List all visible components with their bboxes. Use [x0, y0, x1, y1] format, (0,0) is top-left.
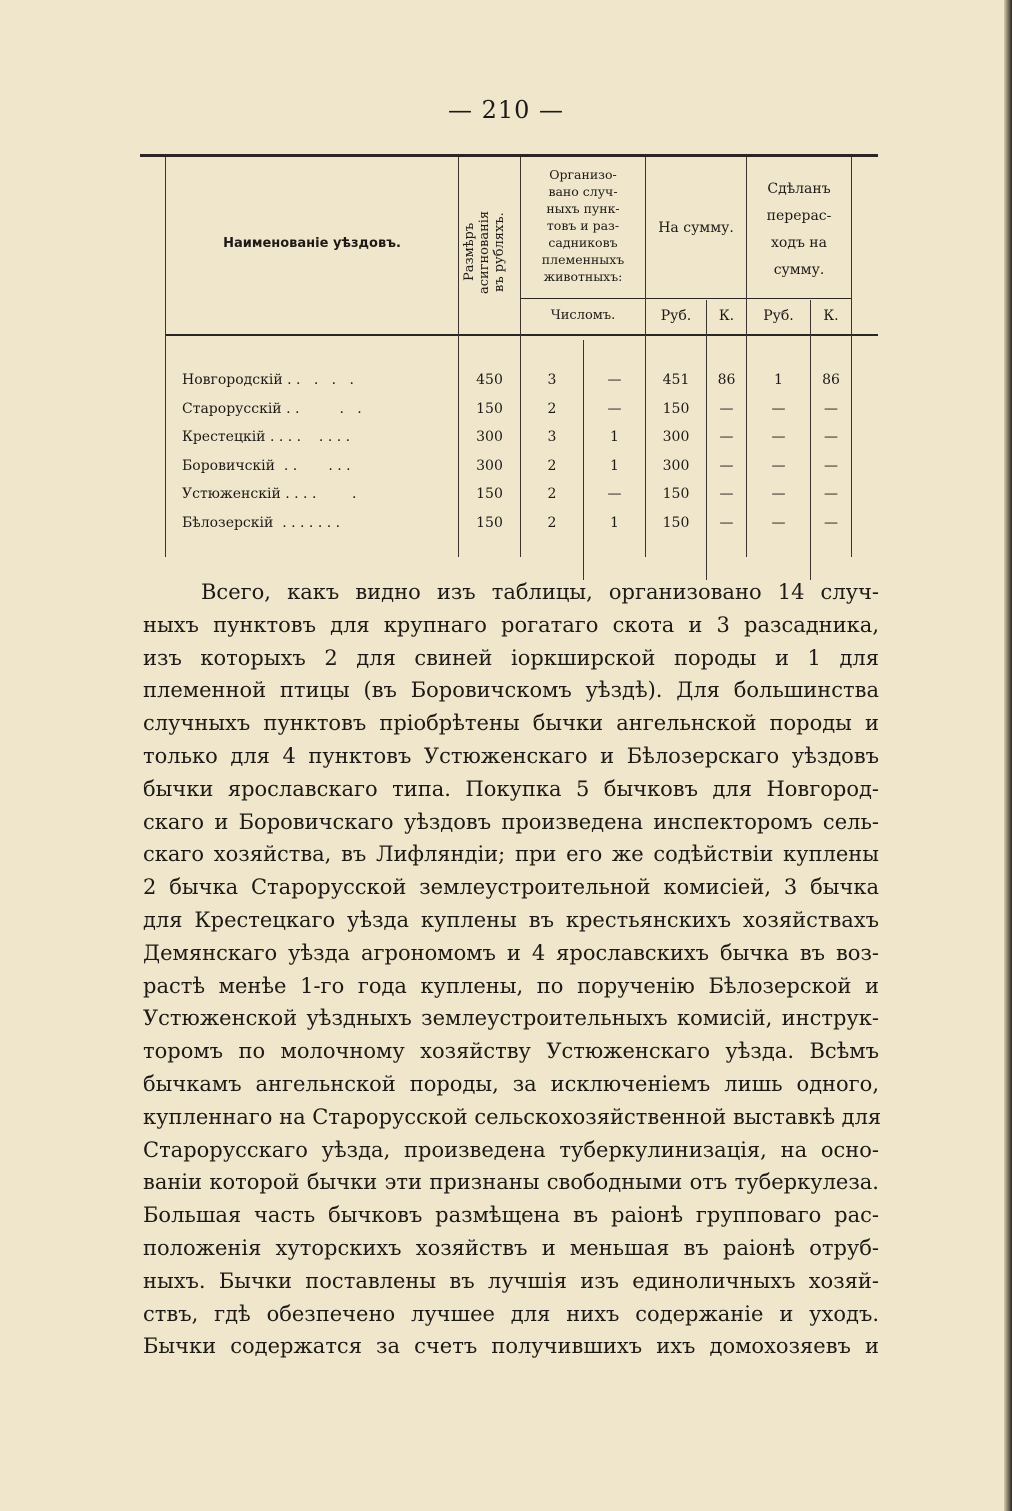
- row-cell-points: 2: [547, 457, 557, 474]
- row-cell-kop: —: [719, 429, 734, 445]
- row-cell-allocation: 150: [476, 514, 503, 531]
- paragraph-line: Старорусскаго уѣзда, произведена туберкулинизація, на осно-: [143, 1137, 879, 1162]
- row-cell-points: 3: [547, 429, 557, 445]
- row-cell-rub: 150: [662, 400, 690, 417]
- row-cell-over-kop: —: [824, 429, 838, 445]
- row-name: Боровичскій . . . . .: [182, 457, 351, 474]
- row-cell-allocation: 150: [476, 486, 503, 502]
- paragraph-line: Устюженской уѣздныхъ землеустроительныхъ комисій, инструк-: [143, 1006, 879, 1031]
- row-cell-rub: 451: [662, 372, 690, 388]
- row-cell-kop: 86: [717, 372, 736, 388]
- row-cell-nurseries: —: [607, 486, 622, 502]
- row-cell-nurseries: 1: [610, 429, 619, 445]
- sub-rule-over: [746, 298, 851, 299]
- header-organized: Организо- вано случ- ныхъ пунк- товъ и раз- садниковъ племенныхъ животныхъ:: [541, 167, 625, 284]
- header-over-kop: К.: [823, 308, 839, 324]
- paragraph-line: случныхъ пунктовъ пріобрѣтены бычки ангельнской породы и: [143, 711, 879, 736]
- header-name: Наименованіе уѣздовъ.: [223, 236, 401, 251]
- paragraph-line: Всего, какъ видно изъ таблицы, организовано 14 случ-: [201, 580, 879, 604]
- paragraph-line: племенной птицы (въ Боровичскомъ уѣздѣ). Для большинства: [143, 678, 879, 703]
- row-cell-allocation: 300: [476, 429, 503, 445]
- row-cell-allocation: 150: [476, 400, 503, 417]
- page-edge: [1004, 0, 1012, 1511]
- row-cell-over-kop: —: [824, 457, 838, 474]
- paragraph-line: торомъ по молочному хозяйству Устюженскаго уѣзда. Всѣмъ: [143, 1039, 879, 1064]
- header-over-rub: Руб.: [763, 308, 794, 324]
- row-cell-kop: —: [719, 486, 734, 502]
- table-top-rule: [140, 154, 878, 157]
- row-cell-rub: 150: [662, 486, 690, 502]
- col-rule-left: [165, 157, 166, 557]
- row-cell-rub: 300: [662, 457, 690, 474]
- paragraph-line: положенія хуторскихъ хозяйствъ и меньшая въ раіонѣ отруб-: [143, 1235, 879, 1260]
- paragraph-line: ныхъ. Бычки поставлены въ лучшія изъ единоличныхъ хозяй-: [143, 1268, 879, 1293]
- row-name: Бѣлозерскій . . . . . . .: [182, 514, 341, 531]
- paragraph-line: только для 4 пунктовъ Устюженскаго и Бѣлозерскаго уѣздовъ: [143, 743, 879, 768]
- page-number: — 210 —: [447, 96, 565, 124]
- header-sum-kop: К.: [718, 308, 735, 324]
- header-allocation: Размѣръ асигнованія въ рубляхъ.: [462, 210, 507, 294]
- row-cell-nurseries: —: [607, 400, 622, 417]
- paragraph-line: ныхъ пунктовъ для крупнаго рогатаго скота и 3 разсадника,: [143, 612, 879, 637]
- row-cell-nurseries: —: [607, 372, 622, 388]
- row-cell-allocation: 450: [476, 372, 503, 388]
- header-count: Числомъ.: [550, 308, 616, 323]
- paragraph-line: растѣ менѣе 1-го года куплены, по порученію Бѣлозерской и: [143, 973, 879, 998]
- body-paragraph: [143, 576, 882, 1363]
- sub-rule-organized: [520, 298, 645, 299]
- row-cell-allocation: 300: [476, 457, 503, 474]
- row-cell-points: 2: [547, 400, 557, 417]
- col-rule-5: [851, 157, 852, 557]
- row-cell-rub: 300: [662, 429, 690, 445]
- paragraph-line: изъ которыхъ 2 для свиней іоркширской породы и 1 для: [143, 645, 879, 670]
- row-cell-over-kop: —: [824, 514, 838, 531]
- row-cell-kop: —: [719, 457, 734, 474]
- row-cell-over-rub: —: [771, 457, 786, 474]
- header-sum-rub: Руб.: [660, 308, 692, 324]
- row-name: Новгородскій . . . . .: [182, 372, 354, 388]
- paragraph-line: бычкамъ ангельнской породы, за исключеніемъ лишь одного,: [143, 1071, 879, 1096]
- row-cell-over-kop: —: [824, 400, 838, 417]
- row-cell-over-rub: —: [771, 429, 786, 445]
- header-sum: На сумму.: [658, 220, 734, 236]
- row-cell-points: 3: [547, 372, 557, 388]
- row-cell-over-rub: —: [771, 400, 786, 417]
- row-cell-kop: —: [719, 400, 734, 417]
- row-cell-nurseries: 1: [610, 457, 619, 474]
- row-name: Устюженскій . . . . .: [182, 486, 357, 502]
- sub-rule-sum: [645, 298, 746, 299]
- paragraph-line: скаго хозяйства, въ Лифляндіи; при его же содѣйствіи куплены: [143, 842, 879, 867]
- row-cell-nurseries: 1: [610, 514, 619, 531]
- paragraph-line: ствъ, гдѣ обезпечено лучшее для нихъ содержаніе и уходъ.: [143, 1301, 879, 1326]
- row-cell-over-rub: —: [771, 486, 786, 502]
- paragraph-line: Демянскаго уѣзда агрономомъ и 4 ярославскихъ бычка въ воз-: [143, 940, 879, 965]
- row-cell-points: 2: [547, 486, 557, 502]
- header-bottom-rule: [165, 334, 878, 336]
- paragraph-line: купленнаго на Старорусской сельскохозяйственной выставкѣ для: [143, 1104, 882, 1129]
- row-cell-over-kop: —: [824, 486, 838, 502]
- paragraph-line: Бычки содержатся за счетъ получившихъ ихъ домохозяевъ и: [143, 1334, 879, 1359]
- row-cell-points: 2: [547, 514, 557, 531]
- row-name: Старорусскій . . . .: [182, 400, 362, 417]
- row-cell-over-rub: —: [771, 514, 786, 531]
- paragraph-line: бычки ярославскаго типа. Покупка 5 бычковъ для Новгород-: [143, 776, 879, 801]
- paragraph-line: скаго и Боровичскаго уѣздовъ произведена инспекторомъ сель-: [143, 809, 879, 834]
- row-cell-rub: 150: [662, 514, 690, 531]
- paragraph-line: 2 бычка Старорусской землеустроительной комисіей, 3 бычка: [143, 875, 879, 900]
- row-cell-over-kop: 86: [822, 372, 840, 388]
- paragraph-line: Большая часть бычковъ размѣщена въ раіонѣ групповаго рас-: [143, 1203, 879, 1228]
- paragraph-line: для Крестецкаго уѣзда куплены въ крестьянскихъ хозяйствахъ: [143, 907, 879, 932]
- row-name: Крестецкій . . . . . . . .: [182, 429, 351, 445]
- header-overspent: Сдѣланъ перерас- ходъ на сумму.: [766, 181, 832, 278]
- row-cell-over-rub: 1: [774, 372, 783, 388]
- paragraph-line: ваніи которой бычки эти признаны свободными отъ туберкулеза.: [143, 1170, 879, 1195]
- data-table: [140, 154, 878, 566]
- row-cell-kop: —: [719, 514, 734, 531]
